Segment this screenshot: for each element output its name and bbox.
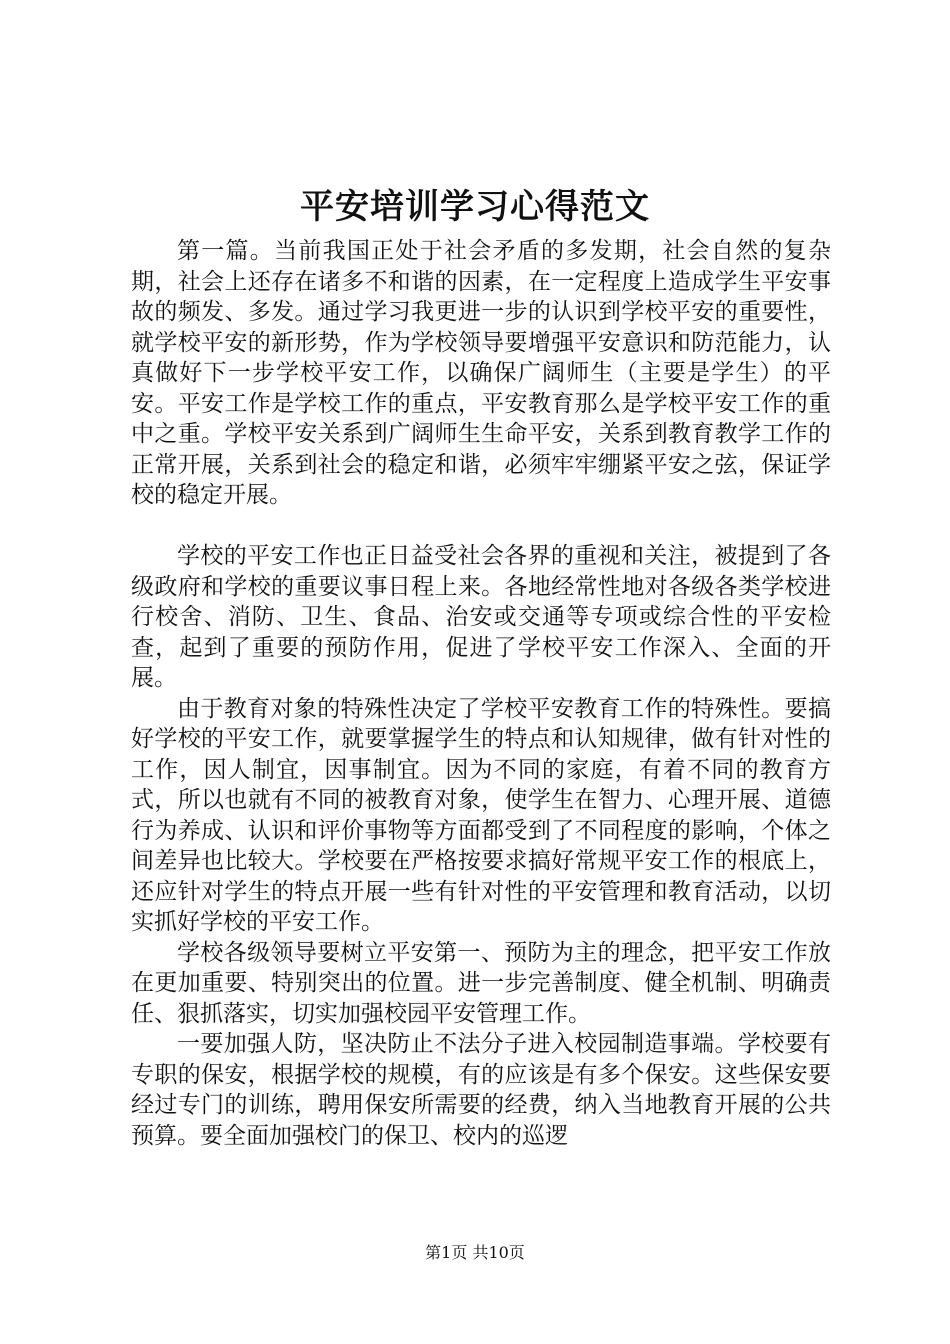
paragraph-spacer — [131, 511, 831, 542]
document-body — [131, 236, 831, 1151]
document-title: 平安培训学习心得范文 — [300, 187, 650, 227]
paragraph: 学校的平安工作也正日益受社会各界的重视和关注，被提到了各级政府和学校的重要议事日程上来。各地经常性地对各级各类学校进行校舍、消防、卫生、食品、治安或交通等专项或综合性的平安检查，起到了重要的预防作用，促进了学校平安工作深入、全面的开展。 — [131, 543, 831, 691]
paragraph: 一要加强人防，坚决防止不法分子进入校园制造事端。学校要有专职的保安，根据学校的规模，有的应该是有多个保安。这些保安要经过专门的训练，聘用保安所需要的经费，纳入当地教育开展的公共预算。要全面加强校门的保卫、校内的巡逻 — [131, 1031, 831, 1149]
paragraph: 第一篇。当前我国正处于社会矛盾的多发期，社会自然的复杂期，社会上还存在诸多不和谐的因素，在一定程度上造成学生平安事故的频发、多发。通过学习我更进一步的认识到学校平安的重要性，就学校平安的新形势，作为学校领导要增强平安意识和防范能力，认真做好下一步学校平安工作，以确保广阔师生（主要是学生）的平安。平安工作是学校工作的重点，平安教育那么是学校平安工作的重中之重。学校平安关系到广阔师生生命平安，关系到教育教学工作的正常开展，关系到社会的稳定和谐，必须牢牢绷紧平安之弦，保证学校的稳定开展。 — [131, 238, 831, 508]
paragraph: 由于教育对象的特殊性决定了学校平安教育工作的特殊性。要搞好学校的平安工作，就要掌握学生的特点和认知规律，做有针对性的工作，因人制宜，因事制宜。因为不同的家庭，有着不同的教育方式，所以也就有不同的被教育对象，使学生在智力、心理开展、道德行为养成、认识和评价事物等方面都受到了不同程度的影响，个体之间差异也比较大。学校要在严格按要求搞好常规平安工作的根底上，还应针对学生的特点开展一些有针对性的平安管理和教育活动，以切实抓好学校的平安工作。 — [131, 695, 831, 935]
paragraph: 学校各级领导要树立平安第一、预防为主的理念，把平安工作放在更加重要、特别突出的位置。进一步完善制度、健全机制、明确责任、狠抓落实，切实加强校园平安管理工作。 — [131, 939, 831, 1027]
page-number-footer: 第1页 共10页 — [425, 1243, 525, 1262]
